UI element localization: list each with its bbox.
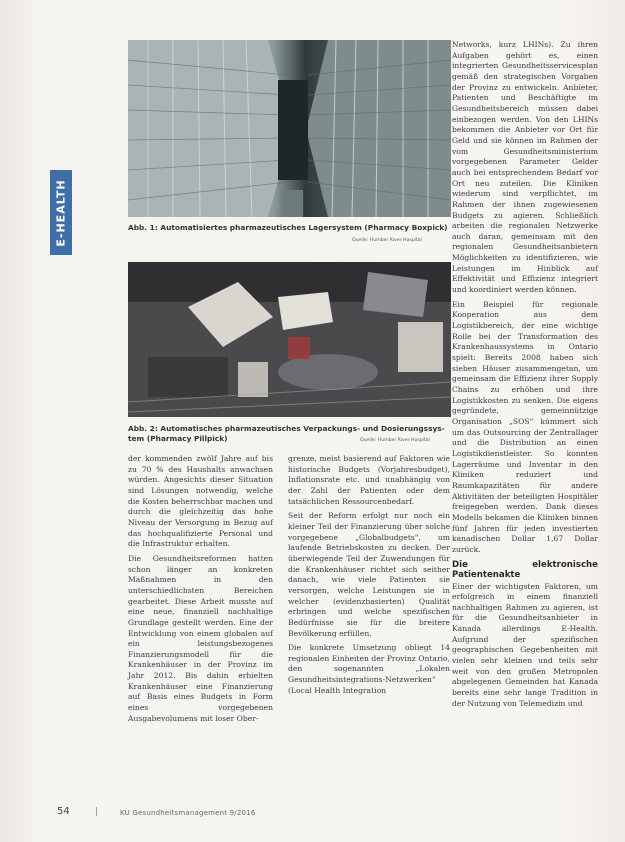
paragraph: Die konkrete Umsetzung obliegt 14 regionalen Einheiten der Provinz Ontario, den sogenannten „Lokalen Gesundheitsintegrations-Netzwerken" (Local Health Integration — [288, 643, 450, 695]
figure1-photo — [128, 40, 451, 217]
footer-separator: | — [95, 807, 99, 817]
publication-name: KU Gesundheitsmanagement 9/2016 — [120, 809, 256, 817]
paragraph: Die Gesundheitsreformen hatten schon länger an konkreten Maßnahmen in den unterschiedlichsten Bereichen gearbeitet. Diese Arbeit musste auf eine neue, finanziell nachhaltige Grundlage gestellt werden. Eine der Entwicklung von einem globalen auf ein leistungsbezogenes Finanzierungsmodell für die Krankenhäuser in der Provinz im Jahr 2012. Bis dahin erhielten Krankenhäuser eine Finanzierung auf Basis eines Budgets in Form eines vorgegebenen Ausgabevolumens mit loser Ober- — [128, 553, 273, 723]
paragraph: grenze, meist basierend auf Faktoren wie historische Budgets (Vorjahresbudget), Inflationsrate etc. und unabhängig von der Zahl der Patienten oder dem tatsächlichen Ressourcenbedarf. — [288, 454, 450, 506]
packaging-machine-illustration — [128, 262, 451, 417]
storage-shelves-illustration — [128, 40, 451, 217]
text-column-2 — [288, 454, 450, 700]
section-tab — [50, 170, 72, 255]
paragraph: der kommenden zwölf Jahre auf bis zu 70 % des Haushalts anwachsen würden. Angesichts dieser Situation sind Lösungen notwendig, welche die Kosten beherrschbar machen und durch die gleichzeitig das hohe Niveau der Versorgung in Bezug auf das hochqualifizierte Personal und die Infrastruktur erhalten. — [128, 454, 273, 549]
section-tab-label: E-HEALTH — [54, 178, 68, 247]
figure1-caption: Abb. 1: Automatisiertes pharmazeutisches Lagersystem (Pharmacy Boxpick) — [128, 223, 448, 232]
paragraph: Ein Beispiel für regionale Kooperation aus dem Logistikbereich, der eine wichtige Rolle bei der Transformation des Krankenhaussystems in Ontario spielt: Bereits 2008 haben sich sieben Häuser zusammengetan, um gemeinsam die Effizienz ihrer Supply Chains zu erhöhen und ihre Logistikkosten zu senken. Die eigens gegründete, gemeinnützige Organisation „SOS“ kümmert sich um das Outsourcing der Zentrallager und die Distribution an einen Logistikdienstleister. So konnten Lagerräume und Inventar in den Kliniken reduziert und Raumkapazitäten für andere Aktivitäten der beteiligten Hospitäler freigegeben werden. Dank dieses Modells bekamen die Kliniken binnen fünf Jahren für jeden investierten kanadischen Dollar 1,67 Dollar zurück. — [452, 299, 598, 554]
figure2-caption-line2: tem (Pharmacy Pillpick) — [128, 434, 228, 443]
figure2-photo — [128, 262, 451, 417]
text-column-3 — [452, 40, 598, 713]
text-column-1 — [128, 454, 273, 728]
figure2-credit: Quelle: Humber River Hospital — [360, 438, 430, 443]
paragraph: Networks, kurz LHINs). Zu ihren Aufgaben gehört es, einen integrierten Gesundheitsservicesplan gemäß den strategischen Vorgaben der Provinz zu entwickeln. Anbieter, Patienten und Beschäftigte im Gesundheitsbereich müssen dabei einbezogen werden. Von den LHINs bekommen die Anbieter vor Ort für Geld und sie können im Rahmen der vom Gesundheitsministerium vorgegebenen Parameter Gelder auch bei entsprechendem Bedarf vor Ort neu zuteilen. Die Kliniken wiederum sind verpflichtet, im Rahmen der ihnen zugewiesenen Budgets zu agieren. Schließlich arbeiten die regionalen Netzwerke auch daran, gemeinsam mit den regionalen Gesundheitsanbietern Möglichkeiten zu identifizieren, wie Leistungen im Hinblick auf Effektivität und Effizienz integriert und koordiniert werden können. — [452, 40, 598, 295]
paragraph: Seit der Reform erfolgt nur noch ein kleiner Teil der Finanzierung über solche vorgegebene „Globalbudgets", um laufende Betriebskosten zu decken. Der überwiegende Teil der Zuwendungen für die Krankenhäuser richtet sich seither danach, wie viele Patienten sie versorgen, welche Leistungen sie in welcher (evidenzbasierten) Qualität erbringen und welche spezifischen Bedürfnisse sie für die breitere Bevölkerung erfüllen. — [288, 511, 450, 638]
figure1-credit: Quelle: Humber River Hospital — [352, 238, 422, 243]
figure2-caption-line1: Abb. 2: Automatisches pharmazeutisches Verpackungs- und Dosierungssys- — [128, 424, 445, 433]
section-heading: Die elektronische Patientenakte — [452, 559, 598, 580]
paragraph: Einer der wichtigsten Faktoren, um erfolgreich in einem finanziell nachhaltigen Rahmen zu agieren, ist für die Gesundheitsanbieter in Kanada allerdings E-Health. Aufgrund der spezifischen geographischen Gegebenheiten mit vielen sehr kleinen und teils sehr weit von den großen Metropolen abgelegenen Gemeinden hat Kanada bereits eine sehr lange Tradition in der Nutzung von Telemedizin und — [452, 581, 598, 708]
page-number: 54 — [57, 806, 70, 817]
